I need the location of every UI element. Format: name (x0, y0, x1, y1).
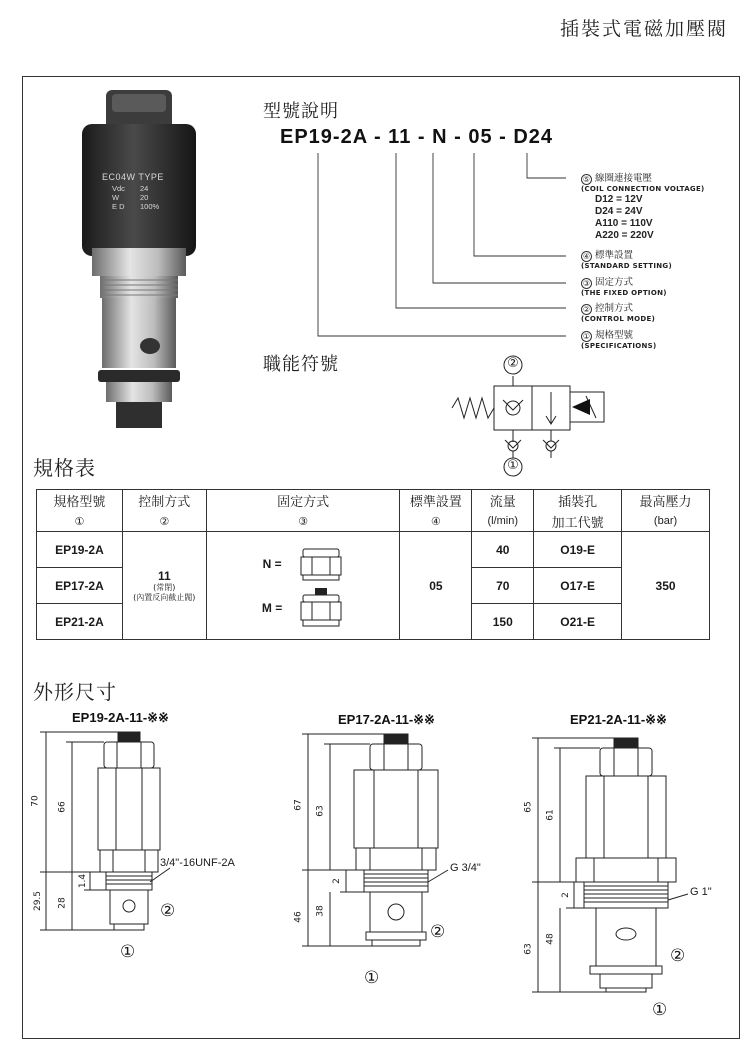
dim-value: 61 (545, 809, 556, 821)
dim-value: 67 (293, 799, 304, 811)
label-val: 20 (140, 193, 149, 202)
option: D24 = 24V (595, 206, 643, 217)
callout-en: (CONTROL MODE) (581, 315, 656, 323)
option: A110 = 110V (595, 218, 653, 229)
cell-fixed (206, 532, 400, 640)
dim-value: 63 (315, 805, 326, 817)
nut-m-icon (298, 588, 344, 628)
col-header: 標準設置 (400, 490, 472, 512)
callout-num: ① (582, 332, 591, 341)
port-label-2: ② (160, 901, 176, 921)
callout-en: (STANDARD SETTING) (581, 262, 672, 270)
control-note: (常閉) (153, 582, 176, 592)
callout-num: ③ (582, 279, 591, 288)
label-key: W (112, 193, 120, 202)
label-key: E D (112, 202, 125, 211)
model-code: EP19-2A - 11 - N - 05 - D24 (280, 126, 554, 148)
callout-zh: 標準設置 (595, 250, 634, 261)
drawing-title-ep17: EP17-2A-11-※※ (338, 712, 435, 727)
col-header: 固定方式 (206, 490, 400, 512)
col-header: 控制方式 (122, 490, 206, 512)
dim-value: 2 (560, 892, 571, 898)
drawing-title-ep21: EP21-2A-11-※※ (570, 712, 667, 727)
cell-model: EP17-2A (37, 568, 123, 604)
symbol-port-2: ② (507, 356, 519, 371)
spec-heading: 規格表 (33, 456, 96, 480)
col-subheader: (bar) (622, 512, 710, 532)
control-value: 11 (157, 568, 171, 583)
col-subheader: ② (122, 512, 206, 532)
product-photo (76, 88, 201, 433)
cell-flow: 40 (472, 532, 534, 568)
symbol-port-1: ① (507, 458, 519, 473)
cell-control (122, 532, 206, 640)
dim-value: 70 (30, 795, 41, 807)
dim-value: 65 (523, 801, 534, 813)
col-header: 插裝孔 (534, 490, 622, 512)
col-subheader: 加工代號 (534, 512, 622, 532)
dim-value: 63 (523, 943, 534, 955)
col-subheader: ③ (206, 512, 400, 532)
cell-setting: 05 (400, 532, 472, 640)
cell-flow: 70 (472, 568, 534, 604)
callout-fixed (581, 277, 667, 298)
dim-value: 1.4 (78, 873, 89, 889)
callout-num: ④ (582, 252, 591, 261)
fixed-label: M = (261, 600, 283, 615)
col-subheader: ① (37, 512, 123, 532)
spec-table (36, 489, 710, 640)
port-label-2: ② (670, 946, 686, 966)
port-label-2: ② (430, 922, 446, 942)
cell-cavity: O21-E (534, 604, 622, 640)
cell-model: EP21-2A (37, 604, 123, 640)
port-label-1: ① (652, 1000, 668, 1020)
thread-label: 3/4"-16UNF-2A (160, 857, 235, 869)
callout-zh: 線圈連接電壓 (595, 173, 653, 184)
callout-setting (581, 250, 672, 271)
callout-num: ⑤ (582, 175, 591, 184)
callout-num: ② (582, 305, 591, 314)
dim-value: 48 (545, 933, 556, 945)
label-key: Vdc (112, 184, 125, 193)
callout-control (581, 303, 655, 324)
callout-en: (THE FIXED OPTION) (581, 289, 667, 297)
page-title: 插裝式電磁加壓閥 (559, 18, 728, 40)
callout-voltage (581, 173, 705, 242)
fixed-label: N = (262, 556, 282, 571)
dim-value: 28 (57, 897, 68, 909)
label-type: EC04W TYPE (102, 172, 164, 182)
label-val: 100% (140, 202, 160, 211)
cell-pressure: 350 (622, 532, 710, 640)
dim-value: 46 (293, 911, 304, 923)
col-header: 規格型號 (37, 490, 123, 512)
cell-cavity: O19-E (534, 532, 622, 568)
cell-model: EP19-2A (37, 532, 123, 568)
option: D12 = 12V (595, 194, 643, 205)
control-note: (內置反向截止閥) (133, 592, 196, 602)
thread-label: G 3/4" (450, 862, 481, 874)
callout-en: (SPECIFICATIONS) (581, 342, 657, 350)
table-row (37, 532, 710, 568)
product-label (102, 172, 182, 211)
function-heading: 職能符號 (263, 354, 339, 375)
drawing-title-ep19: EP19-2A-11-※※ (72, 710, 169, 725)
dimensions-heading: 外形尺寸 (33, 680, 117, 704)
dim-value: 66 (57, 801, 68, 813)
port-label-1: ① (364, 968, 380, 988)
callout-zh: 規格型號 (595, 330, 634, 341)
col-subheader: ④ (400, 512, 472, 532)
dim-value: 29.5 (33, 890, 44, 912)
cell-cavity: O17-E (534, 568, 622, 604)
nut-n-icon (298, 547, 344, 581)
col-subheader: (l/min) (472, 512, 534, 532)
callout-zh: 控制方式 (595, 303, 634, 314)
label-val: 24 (140, 184, 149, 193)
col-header: 流量 (472, 490, 534, 512)
dim-value: 38 (315, 905, 326, 917)
option: A220 = 220V (595, 230, 654, 241)
dim-value: 2 (331, 878, 342, 884)
callout-zh: 固定方式 (595, 277, 634, 288)
cell-flow: 150 (472, 604, 534, 640)
col-header: 最高壓力 (622, 490, 710, 512)
callout-en: (COIL CONNECTION VOLTAGE) (581, 185, 705, 193)
model-heading: 型號說明 (263, 101, 339, 122)
port-label-1: ① (120, 942, 136, 962)
callout-spec (581, 330, 657, 351)
thread-label: G 1" (690, 886, 712, 898)
